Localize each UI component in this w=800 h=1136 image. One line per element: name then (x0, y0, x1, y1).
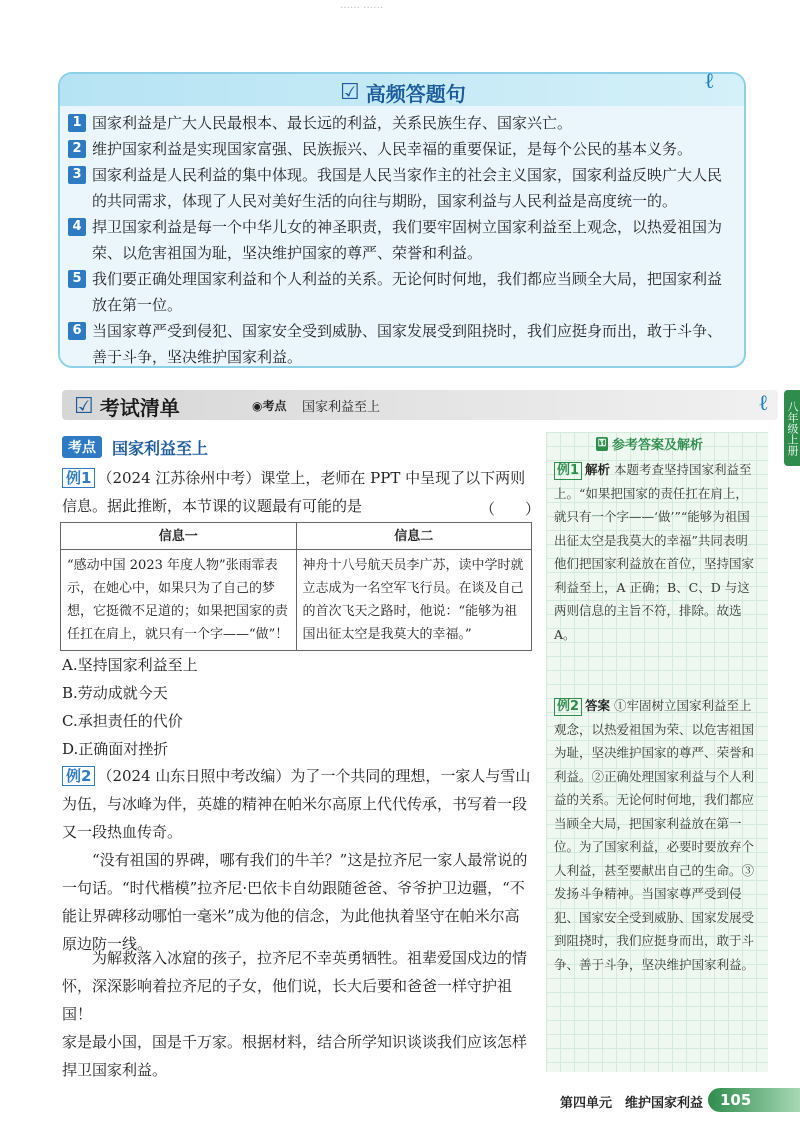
number-badge: 2 (68, 140, 86, 158)
page-number: 105 (708, 1088, 800, 1112)
example2-paragraph: “没有祖国的界碑，哪有我们的牛羊？”这是拉齐尼一家人最常说的一句话。“时代楷模”拉齐尼·巴依卡自幼跟随爸爸、爷爷护卫边疆，“不能让界碑移动哪怕一毫米”成为他的信念，为此他执着坚守在帕米尔高原边防一线。 (62, 851, 528, 953)
answer-column (546, 432, 768, 1072)
example2-intro: 例2 （2024 山东日照中考改编）为了一个共同的理想，一家人与雪山为伍，与冰峰为伴，英雄的精神在帕米尔高原上代代传承，书写着一段又一段热血传奇。 (62, 767, 531, 841)
option-a: A.坚持国家利益至上 (62, 656, 198, 674)
answer-paren: （ ） (480, 500, 541, 518)
list-item: 6 当国家尊严受到侵犯、国家安全受到威胁、国家发展受到阻挠时，我们应挺身而出，敢于斗争、善于斗争，坚决维护国家利益。 (68, 318, 736, 370)
curl-icon: ℓ (758, 391, 769, 416)
number-badge: 5 (68, 270, 86, 288)
list-item: 4 捍卫国家利益是每一个中华儿女的神圣职责，我们要牢固树立国家利益至上观念，以热爱祖国为荣、以危害祖国为耻，坚决维护国家的尊严、荣誉和利益。 (68, 214, 736, 266)
option-b: B.劳动成就今天 (62, 684, 168, 702)
key-icon: ⚿ (596, 437, 608, 451)
checkmark-icon: ☑ (74, 394, 94, 419)
high-frequency-box (58, 69, 746, 368)
section-tag: 考点 (62, 436, 102, 458)
answer-header: ⚿ 参考答案及解析 (596, 434, 703, 453)
example2-question: 家是最小国，国是千万家。根据材料，结合所学知识谈谈我们应该怎样捍卫国家利益。 (62, 1033, 528, 1079)
high-frequency-title: ☑ 高频答题句 (340, 80, 466, 106)
answer1: 例1 解析 本题考查坚持国家利益至上。“如果把国家的责任扛在肩上，就只有一个字——‘做’”“能够为祖国出征太空是我莫大的幸福”共同表明他们把国家利益放在首位，坚持国家利益至上，A 正确；B、C、D 与这两则信息的主旨不符，排除。故选 A。 (554, 462, 755, 642)
option-c: C.承担责任的代价 (62, 712, 183, 730)
number-badge: 3 (68, 166, 86, 184)
checkmark-icon: ☑ (340, 80, 360, 105)
answer2: 例2 答案 ①牢固树立国家利益至上观念，以热爱祖国为荣、以危害祖国为耻，坚决维护国家的尊严、荣誉和利益。②正确处理国家利益与个人利益的关系。无论何时何地，我们都应当顾全大局，把国家利益放在第一位。为了国家利益，必要时要放弃个人利益，甚至要献出自己的生命。③发扬斗争精神。当国家尊严受到侵犯、国家安全受到威胁、国家发展受到阻挠时，我们应挺身而出，敢于斗争、善于斗争，坚决维护国家利益。 (554, 698, 755, 972)
number-badge: 4 (68, 218, 86, 236)
grade-side-tab: 八年级上册 (784, 390, 800, 466)
table-cell: 神舟十八号航天员李广苏，读中学时就立志成为一名空军飞行员。在谈及自己的首次飞天之路时，他说：“能够为祖国出征太空是我莫大的幸福。” (296, 550, 532, 651)
list-item: 2 维护国家利益是实现国家富强、民族振兴、人民幸福的重要保证，是每个公民的基本义务。 (68, 136, 736, 162)
curl-icon: ℓ (704, 69, 715, 94)
exam-list-banner (62, 390, 778, 420)
list-item: 3 国家利益是人民利益的集中体现。我国是人民当家作主的社会主义国家，国家利益反映广大人民的共同需求，体现了人民对美好生活的向往与期盼，国家利益与人民利益是高度统一的。 (68, 162, 736, 214)
section-title: 国家利益至上 (112, 439, 209, 458)
example2-paragraph: 为解救落入冰窟的孩子，拉齐尼不幸英勇牺牲。祖辈爱国戍边的情怀，深深影响着拉齐尼的子女，他们说，长大后要和爸爸一样守护祖国！ (62, 949, 528, 1023)
info-table (60, 522, 532, 651)
kaodian-text: 国家利益至上 (302, 400, 381, 415)
kaodian-label: ◉考点 (252, 399, 287, 413)
option-d: D.正确面对挫折 (62, 740, 169, 758)
example1-tag: 例1 (62, 468, 95, 488)
table-header: 信息二 (296, 523, 532, 550)
high-frequency-list (68, 110, 736, 370)
answer2-tag: 例2 (554, 698, 582, 716)
exam-list-title: ☑ 考试清单 (74, 394, 180, 420)
table-header: 信息一 (61, 523, 297, 550)
answer1-tag: 例1 (554, 462, 582, 480)
number-badge: 6 (68, 322, 86, 340)
list-item: 5 我们要正确处理国家利益和个人利益的关系。无论何时何地，我们都应当顾全大局，把国家利益放在第一位。 (68, 266, 736, 318)
table-cell: “感动中国 2023 年度人物”张雨霏表示，在她心中，如果只为了自己的梦想，它挺微不足道的；如果把国家的责任扛在肩上，就只有一个字——“做”！ (61, 550, 297, 651)
top-faint-text: …… …… (340, 0, 384, 11)
number-badge: 1 (68, 114, 86, 132)
example2-tag: 例2 (62, 766, 95, 786)
footer-unit: 第四单元 维护国家利益 (560, 1096, 704, 1111)
example1-question: 例1 （2024 江苏徐州中考）课堂上，老师在 PPT 中呈现了以下两则信息。据此推断，本节课的议题最有可能的是 (62, 469, 526, 515)
list-item: 1 国家利益是广大人民最根本、最长远的利益，关系民族生存、国家兴亡。 (68, 110, 736, 136)
